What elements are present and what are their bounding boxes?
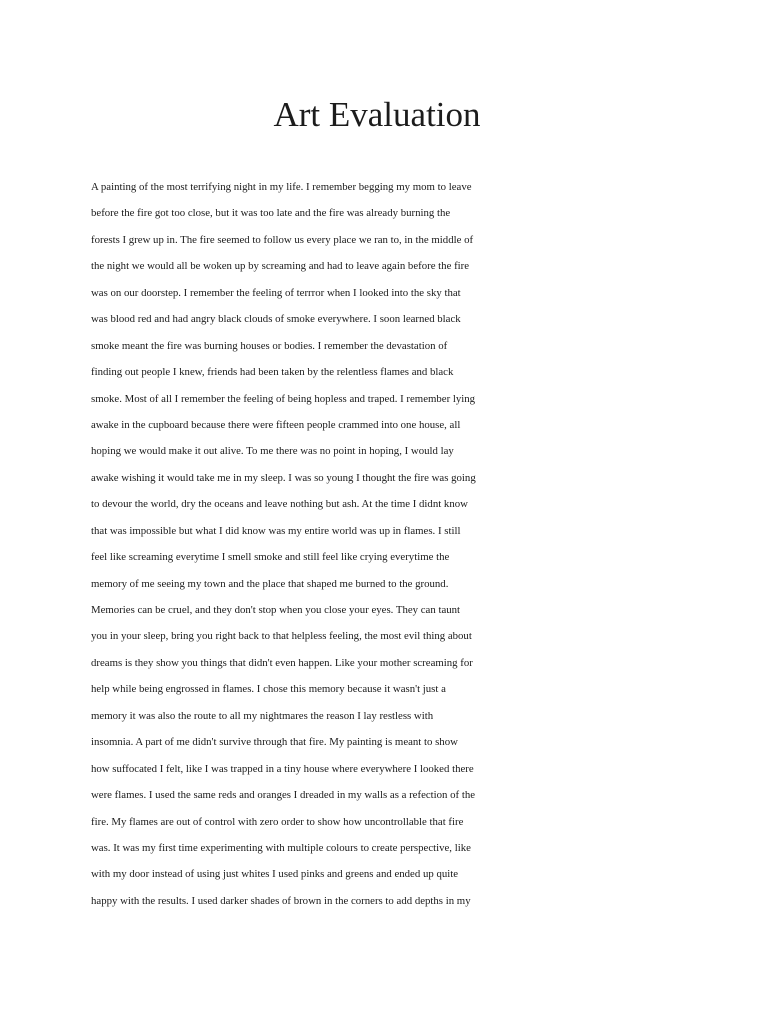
body-line: smoke meant the fire was burning houses or bodies. I remember the devastation of: [91, 339, 448, 352]
body-line: feel like screaming everytime I smell smoke and still feel like crying everytime the: [91, 551, 450, 564]
body-line: with my door instead of using just whites I used pinks and greens and ended up quite: [91, 868, 459, 881]
body-line: dreams is they show you things that didn't even happen. Like your mother screaming for: [91, 656, 473, 669]
body-line: was. It was my first time experimenting with multiple colours to create perspective, like: [91, 841, 471, 854]
body-line: was on our doorstep. I remember the feeling of terrror when I looked into the sky that: [91, 286, 461, 299]
body-line: that was impossible but what I did know was my entire world was up in flames. I still: [91, 524, 461, 537]
body-line: the night we would all be woken up by screaming and had to leave again before the fire: [91, 260, 470, 273]
body-line: hoping we would make it out alive. To me there was no point in hoping, I would lay: [91, 445, 454, 458]
body-line: awake wishing it would take me in my sleep. I was so young I thought the fire was going: [91, 471, 476, 484]
body-line: before the fire got too close, but it was too late and the fire was already burning the: [91, 207, 451, 220]
body-line: help while being engrossed in flames. I chose this memory because it wasn't just a: [91, 683, 446, 696]
body-line: Memories can be cruel, and they don't stop when you close your eyes. They can taunt: [91, 604, 461, 616]
body-line: insomnia. A part of me didn't survive through that fire. My painting is meant to show: [91, 736, 458, 749]
body-line: A painting of the most terrifying night in my life. I remember begging my mom to leave: [91, 181, 472, 193]
body-line: happy with the results. I used darker shades of brown in the corners to add depths in my: [91, 894, 471, 907]
document-title: Art Evaluation: [273, 95, 481, 134]
body-line: fire. My flames are out of control with zero order to show how uncontrollable that fire: [91, 815, 464, 828]
body-line: memory it was also the route to all my nightmares the reason I lay restless with: [91, 709, 434, 722]
body-line: finding out people I knew, friends had been taken by the relentless flames and black: [91, 366, 454, 379]
body-line: you in your sleep, bring you right back to that helpless feeling, the most evil thing about: [91, 630, 472, 643]
body-line: was blood red and had angry black clouds of smoke everywhere. I soon learned black: [91, 313, 461, 326]
body-line: awake in the cupboard because there were fifteen people crammed into one house, all: [91, 418, 461, 431]
body-line: were flames. I used the same reds and oranges I dreaded in my walls as a refection of the: [91, 789, 476, 802]
body-line: smoke. Most of all I remember the feeling of being hopless and traped. I remember lying: [91, 392, 476, 405]
document-body: [91, 174, 691, 914]
body-line: to devour the world, dry the oceans and leave nothing but ash. At the time I didnt know: [91, 498, 468, 511]
body-line: how suffocated I felt, like I was trapped in a tiny house where everywhere I looked there: [91, 762, 474, 775]
body-line: memory of me seeing my town and the place that shaped me burned to the ground.: [91, 577, 449, 590]
body-line: forests I grew up in. The fire seemed to follow us every place we ran to, in the middle of: [91, 233, 474, 246]
